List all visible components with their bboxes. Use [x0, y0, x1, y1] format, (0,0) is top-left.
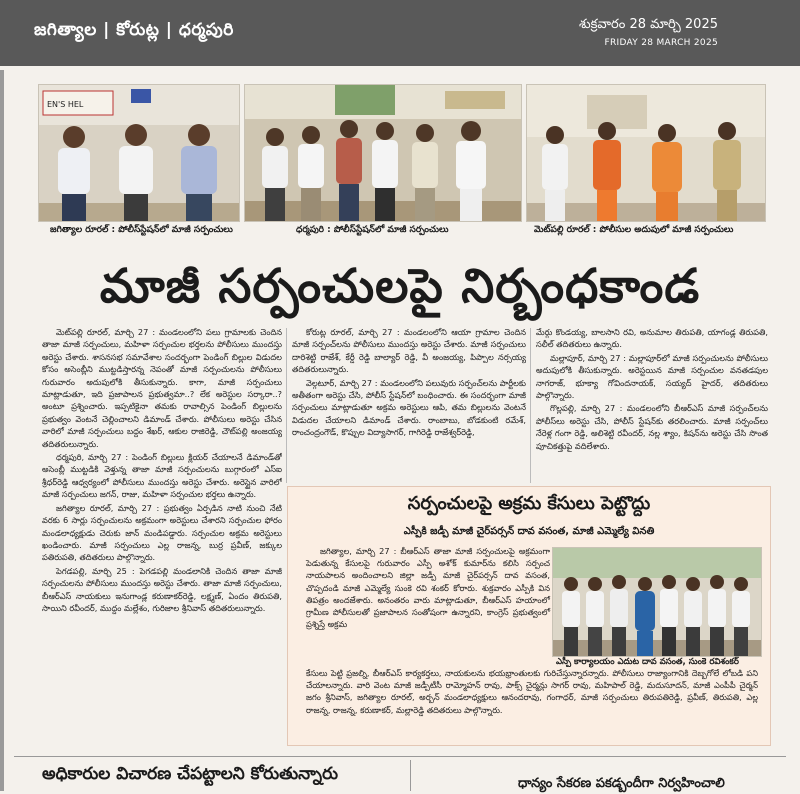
- bottom-strip: [0, 756, 800, 791]
- article-paragraph: పెగడపల్లి, మార్చి 25 : పెగడపల్లి మండలానికి చెందిన తాజా మాజీ సర్పంచులను పోలీసులు ముందస్తు అరెస్టు చేశారు. తాజా మాజీ సర్పంచులు, బీఆర్ఎస్ నాయకులు ఇనుగాండ్ల కరుణాకర్‌రెడ్డి, లక్ష్మణ్, ఏందం తిరుపతి, సాయిని రవీందర్, ముద్దం మల్లేశం, గురిజాల శ్రీనివాస్ తదితరులున్నారు.: [42, 565, 282, 613]
- box-title: సర్పంచులపై అక్రమ కేసులు పెట్టొద్దు: [407, 493, 651, 514]
- article-paragraph: వెల్గటూర్, మార్చి 27 : మండలంలోని పలువురు సర్పంచ్‌లను పార్టీలకు అతీతంగా అరెస్టు చేసి, పోలీస్ స్టేషన్‌లో బంధించారు. ఈ సందర్భంగా మాజీ సర్పంచులు మాట్లాడుతూ అక్రమ అరెస్టులు ఆపి, తమ బిల్లులను వెంటనే విడుదల చేయాలని డిమాండ్ చేశారు. రాంబాబు, బోడకుంటి రమేశ్, రాంచంద్రంగౌడ్, కొప్పుల విద్యాసాగర్, గాగిరెడ్డి రాజేశ్వర్‌రెడ్డి,: [292, 377, 526, 438]
- article-paragraph: మెట్‌పల్లి రూరల్, మార్చి 27 : మండలంలోని పలు గ్రామాలకు చెందిన తాజా మాజీ సర్పంచులు, మహిళా సర్పంచుల భర్తలను పోలీసులు ముందస్తు అరెస్టు చేశారు. శాసనసభ సమావేశాల సందర్భంగా పెండింగ్ బిల్లుల విడుదల కోసం అసెంబ్లీని ముట్టడిస్తారన్న నెపంతో మాజీ సర్పంచులను పోలీసులు గురువారం అదుపులోకి తీసుకున్నారు. కాగా, మాజీ సర్పంచులు మాట్లాడుతూ, ఇది ప్రజాపాలన ప్రభుత్వమా..? లేక అరెస్టుల సర్కారా..? అంటూ ప్రశ్నించారు. ఇప్పటికైనా తమకు రావాల్సిన పెండింగ్ బిల్లులను ప్రభుత్వం వెంటనే చెల్లించాలని డిమాండ్ చేశారు. పోలీసులు అరెస్టు చేసిన వారిలో మాజీ సర్పంచులు బద్దం శేఖర్, ఆకుల రాజిరెడ్డి, చౌట్‌పల్లి అంజయ్య తదితరులున్నారు.: [42, 327, 282, 449]
- date-english: FRIDAY 28 MARCH 2025: [604, 38, 718, 48]
- photo-caption-2: ధర్మపురి : పోలీస్‌స్టేషన్‌లో మాజీ సర్పంచులు: [296, 225, 449, 235]
- article-paragraph: మేర్గు కొండయ్య, బాలసాని రవి, అనుమాల తిరుపతి, యాగండ్ల తిరుపతి, సలీల్ తదితరులు ఉన్నారు.: [536, 327, 768, 350]
- section-location: జగిత్యాల | కోరుట్ల | ధర్మపురి: [34, 20, 234, 40]
- box-body-2: కేసులు పెట్టి ప్రజల్ని, బీఆర్ఎస్ కార్యకర్తలు, నాయకులను భయభ్రాంతులకు గురిచేస్తున్నారన్నారు. పోలీసులు రాజ్యాంగానికి దెబ్బగోలే లోబడి పని చేయాలన్నారు. వారి వెంట మాజీ జడ్పీటీసీ రామ్మోహన్ రావు, పాక్స్ చైర్మన్లు సాగర్ రావు, మహిపాల్ రెడ్డి, మదుసూదన్, మాజీ ఎంపీపీ చైర్మన్ జగం శ్రీనివాస్, జగిత్యాల రూరల్, అర్బన్ మండలాధ్యక్షులు ఆనందరావు, గంగాధర్, మాజీ సర్పంచులు తిరుపతిరెడ్డి, ప్రవీణ్, తిరుపతి, ఎల్ల రాజన్న, రాజన్న, కరుణాకర్, మల్లారెడ్డి తదితరులు పాల్గొన్నారు.: [306, 668, 758, 715]
- bottom-rule: [14, 756, 786, 757]
- poster-sign-text: EN'S HEL: [47, 100, 84, 109]
- bottom-divider: [410, 760, 411, 791]
- article-paragraph: కోరుట్ల రూరల్, మార్చి 27 : మండలంలోని ఆయా గ్రామాల చెందిన మాజీ సర్పంచ్‌లను పోలీసులు ముందస్తు అరెస్టు చేశారు. మాజీ సర్పంచులు దారిశెట్టి రాజేశ్, కేర్డీ రెడ్డి బాల్యార్ రెడ్డి, వీ అంజయ్య, పిప్పాల నర్సయ్య తదితరులున్నారు.: [292, 327, 526, 375]
- left-margin-bar: [0, 70, 4, 791]
- box-subtitle: ఎస్పీకి జడ్పీ మాజీ చైర్‌పర్సన్ దావ వసంత, మాజీ ఎమ్మెల్యే వినతి: [403, 526, 655, 537]
- page-header: [0, 0, 800, 66]
- column-divider: [286, 328, 287, 483]
- boxed-story: [287, 486, 771, 746]
- box-photo-caption: ఎస్పీ కార్యాలయం ఎదుట దావ వసంత, సుంకె రవిశంకర్: [556, 657, 739, 667]
- photo-metpally-rural: [526, 84, 766, 222]
- article-column-1: [42, 326, 282, 754]
- article-column-3: [536, 326, 768, 482]
- photo-jagtial-rural: [38, 84, 240, 222]
- box-body-1: జగిత్యాల, మార్చి 27 : బీఆర్ఎస్ తాజా మాజీ సర్పంచులపై అక్రమంగా పెడుతున్న కేసులపై గురువారం ఎస్పీ అశోక్ కుమార్‌ను కలిసి సర్పంచ నాయపాలన అందించాలని జిల్లా జడ్పీ మాజీ చైర్‌పర్సన్ దావ వసంత, చొప్పదండి మాజీ ఎమ్మెల్యే సుంకె రవి శంకర్ కోరారు. శుక్రవారం ఎస్పీకి విన తిపత్రం అందజేశారు. అనంతరం వారు మాట్లాడుతూ, బీఆర్ఎస్ హయాంలో గ్రామీణ పోలీసులతో ప్రజాపాలన సంతోషంగా ఉన్నారని, కాంగ్రెస్ ప్రభుత్వంలో ప్రశ్నిస్తే అక్రమ: [306, 546, 550, 630]
- bottom-right-headline: ధాన్యం సేకరణ పకడ్బందీగా నిర్వహించాలి: [518, 776, 725, 791]
- date-telugu: శుక్రవారం 28 మార్చి 2025: [578, 17, 718, 32]
- article-paragraph: గొల్లపల్లి, మార్చి 27 : మండలంలోని బీఆర్ఎస్ మాజీ సర్పంచ్‌లను పోలీస్‌లు అరెస్టు చేసి, పోలీస్ స్టేషన్‌కు తరలించారు. మాజీ సర్పంచ్‌లు నేరెళ్ల గంగా రెడ్డి, అలిశెట్టి రవీందర్, నల్ల శ్యాం, కిషన్‌ను అరెస్టు చేసి సొంత పూచికత్తుపై వదిలేశారు.: [536, 403, 768, 451]
- article-paragraph: మల్లాపూర్, మార్చి 27 : మల్లాపూర్‌లో మాజీ సర్పంచులను పోలీసులు అదుపులోకి తీసుకున్నారు. అరెస్టయిన మాజీ సర్పంచుల వనతడపుల నాగరాజ్, భూక్యా గోవిందనాయక్, సయ్యద్ హైదర్, తదితరులు పాల్గొన్నారు.: [536, 352, 768, 401]
- box-photo: [552, 547, 762, 657]
- article-paragraph: జగిత్యాల రూరల్, మార్చి 27 : ప్రభుత్వం ఏర్పడిన నాటి నుంచి నేటి వరకు 6 సార్లు సర్పంచులను అక్రమంగా అరెస్టులు చేశారని సర్పంచుల ఫోరం మండలాధ్యక్షుడు చెరుకు జాన్ మండిపడ్డారు. సర్పంచుల అక్రమ అరెస్టులు ఖండించారు. మాజీ సర్పంచులు ఎల్ల రాజన్న, బుర్ర ప్రవీణ్, జక్కుల పతిరుపతి, తదితరులు పాల్గొన్నారు.: [42, 502, 282, 563]
- photo-dharmapuri: [244, 84, 522, 222]
- article-paragraph: ధర్మపురి, మార్చి 27 : పెండింగ్ బిల్లులు క్లియర్ చేయాలనే డిమాండ్‌తో అసెంబ్లీ ముట్టడికి వెళ్తున్న తాజా మాజీ సర్పంచులను బుగ్గారంలో ఎస్ఐ శ్రీధర్‌రెడ్డి ఆధ్వర్యంలో పోలీసులు ముందస్తు అరెస్టు చేశారు. అరెస్టైన వారిలో మాజీ సర్పంచులు జగన్, రాజు, మహిళా సర్పంచుల భర్తలు ఉన్నారు.: [42, 452, 282, 500]
- article-column-2: [292, 326, 526, 482]
- bottom-left-headline: అధికారుల విచారణ చేపట్టాలని కోరుతున్నారు: [42, 764, 339, 784]
- main-headline: మాజీ సర్పంచులపై నిర్బంధకాండ: [99, 259, 701, 314]
- column-divider: [530, 328, 531, 483]
- photo-caption-3: మెట్‌పల్లి రూరల్ : పోలీసుల అదుపులో మాజీ సర్పంచులు: [534, 225, 734, 235]
- photo-caption-1: జగిత్యాల రూరల్ : పోలీస్‌స్టేషన్‌లో మాజీ సర్పంచులు: [50, 225, 233, 235]
